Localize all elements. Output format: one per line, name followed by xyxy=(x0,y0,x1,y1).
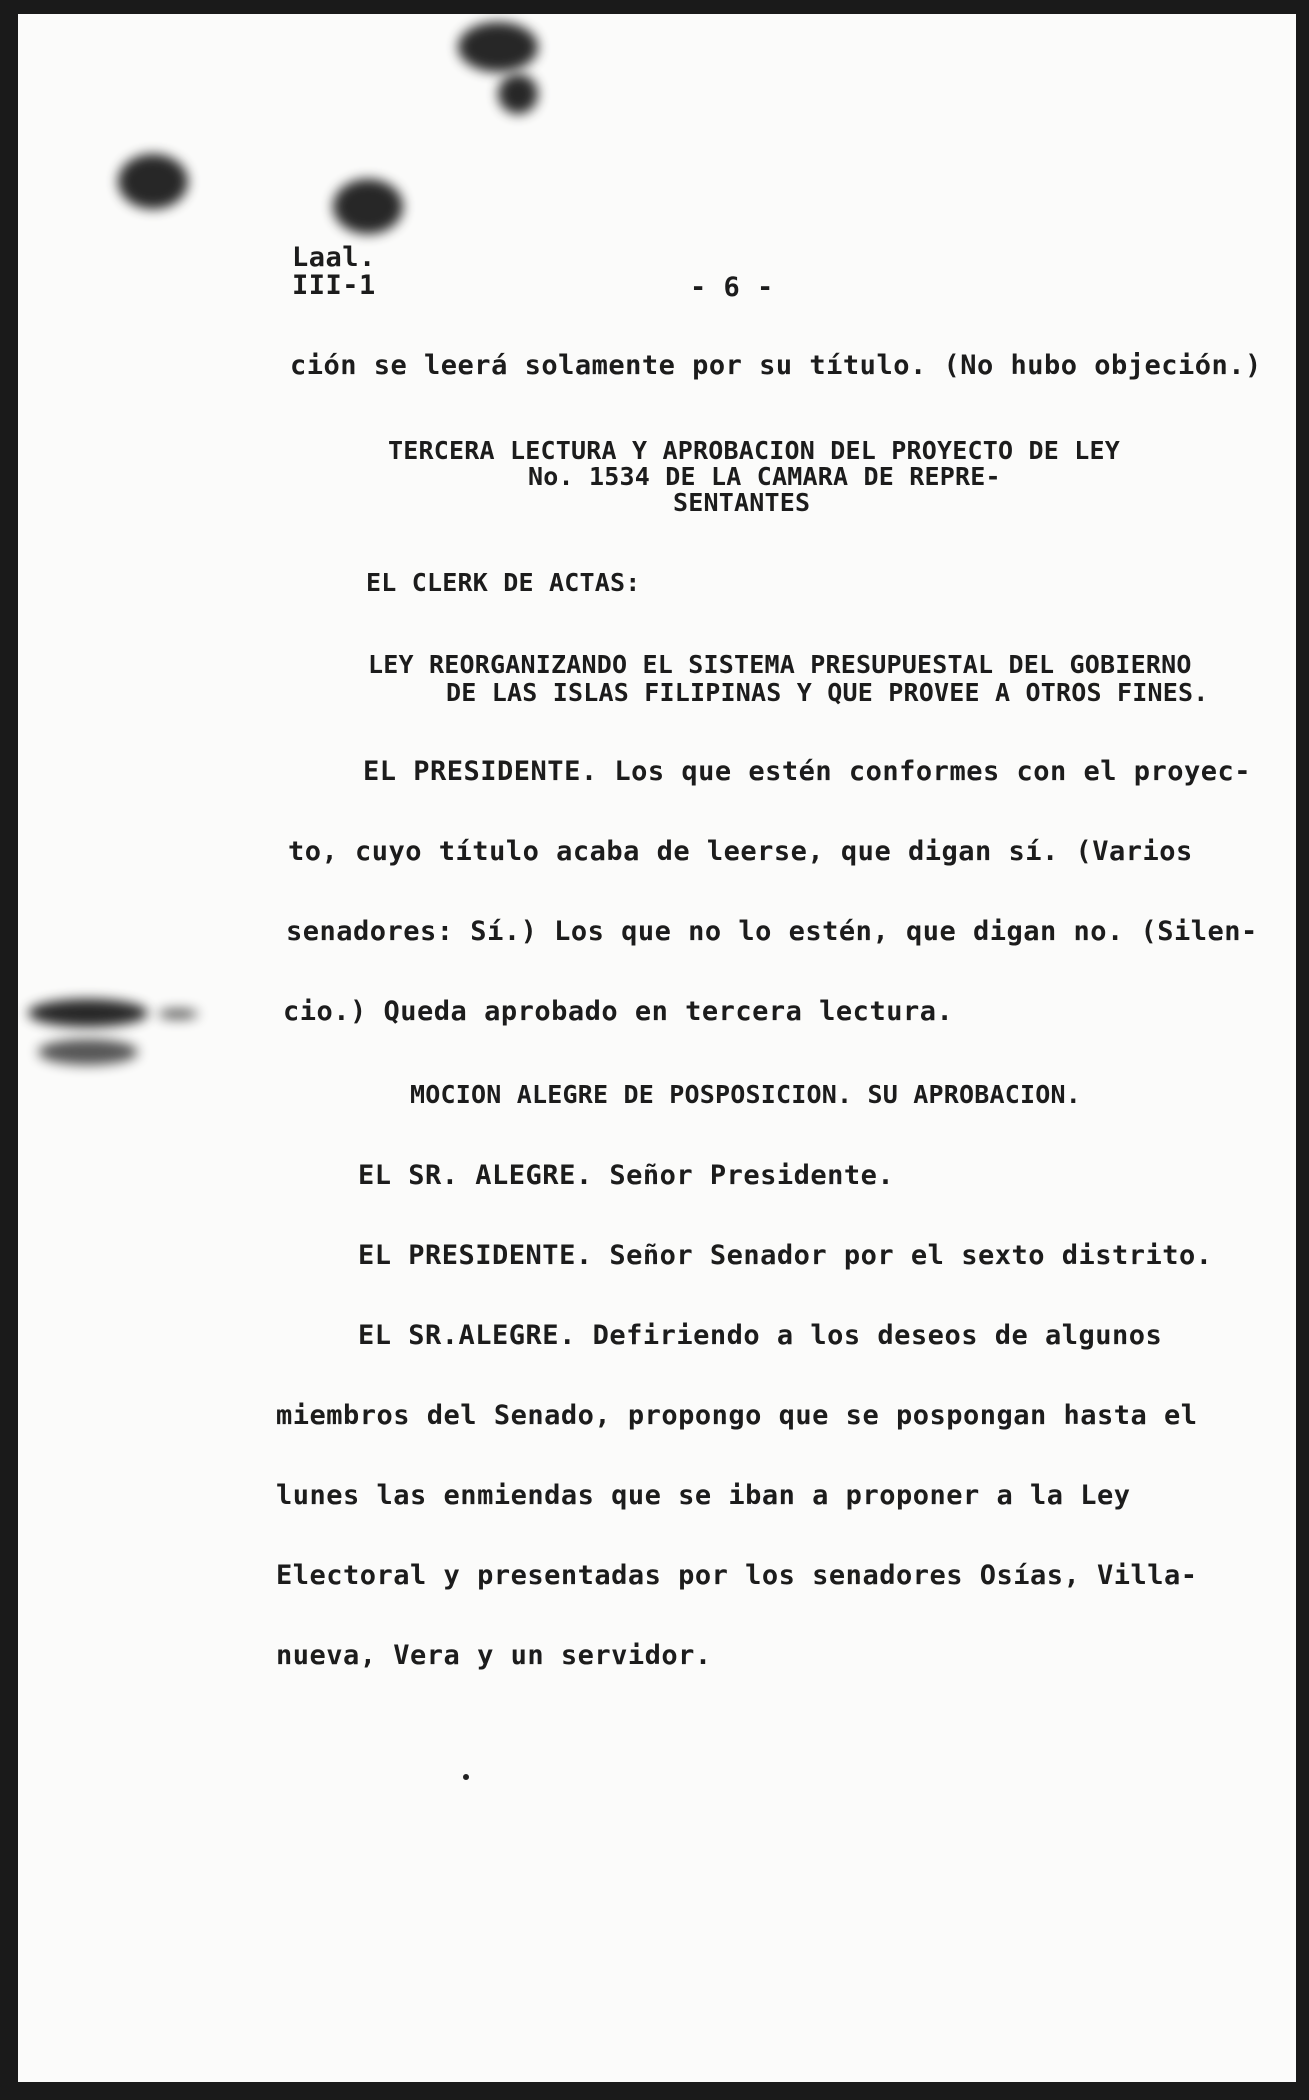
section-title-line1: TERCERA LECTURA Y APROBACION DEL PROYECTO DE LEY xyxy=(388,436,1121,465)
bill-title-line2: DE LAS ISLAS FILIPINAS Y QUE PROVEE A OTROS FINES. xyxy=(446,678,1209,707)
speaker-label-clerk: EL CLERK DE ACTAS: xyxy=(366,568,641,597)
ink-smudge-left-middle xyxy=(28,999,148,1027)
bill-title-line1: LEY REORGANIZANDO EL SISTEMA PRESUPUESTAL DEL GOBIERNO xyxy=(368,650,1192,679)
section-title-line2: No. 1534 DE LA CAMARA DE REPRE- xyxy=(528,462,1001,491)
section-title-motion: MOCION ALEGRE DE POSPOSICION. SU APROBACION. xyxy=(410,1080,1082,1109)
document-page xyxy=(18,14,1296,2082)
paragraph-line: to, cuyo título acaba de leerse, que digan sí. (Varios xyxy=(288,836,1193,867)
section-title-line3: SENTANTES xyxy=(673,488,811,517)
ink-smudge-left-middle-2 xyxy=(38,1039,138,1065)
paragraph-line: EL PRESIDENTE. Señor Senador por el sexto distrito. xyxy=(358,1240,1213,1271)
paragraph-line: cio.) Queda aprobado en tercera lectura. xyxy=(283,996,954,1027)
document-code-line1: Laal. xyxy=(292,242,376,273)
paragraph-line: Electoral y presentadas por los senadores Osías, Villa- xyxy=(276,1560,1198,1591)
paragraph-line: senadores: Sí.) Los que no lo estén, que digan no. (Silen- xyxy=(286,916,1258,947)
paragraph-line: EL SR.ALEGRE. Defiriendo a los deseos de algunos xyxy=(358,1320,1163,1351)
page-number: - 6 - xyxy=(690,272,774,303)
document-code-line2: III-1 xyxy=(292,270,376,301)
paragraph-line: nueva, Vera y un servidor. xyxy=(276,1640,712,1671)
paragraph-line: lunes las enmiendas que se iban a proponer a la Ley xyxy=(276,1480,1131,1511)
paragraph-line: EL PRESIDENTE. Los que estén conformes con el proyec- xyxy=(363,756,1252,787)
stray-dot xyxy=(463,1774,469,1780)
paragraph-line: miembros del Senado, propongo que se pospongan hasta el xyxy=(276,1400,1198,1431)
ink-smudge-left-dash xyxy=(158,1009,198,1019)
ink-smudge-top xyxy=(458,22,538,72)
ink-smudge-mid-top xyxy=(333,179,403,234)
paragraph-line: EL SR. ALEGRE. Señor Presidente. xyxy=(358,1160,895,1191)
ink-smudge-left-upper xyxy=(118,154,188,209)
text-line-continuation: ción se leerá solamente por su título. (No hubo objeción.) xyxy=(290,350,1262,381)
ink-smudge-top-right xyxy=(498,74,538,114)
